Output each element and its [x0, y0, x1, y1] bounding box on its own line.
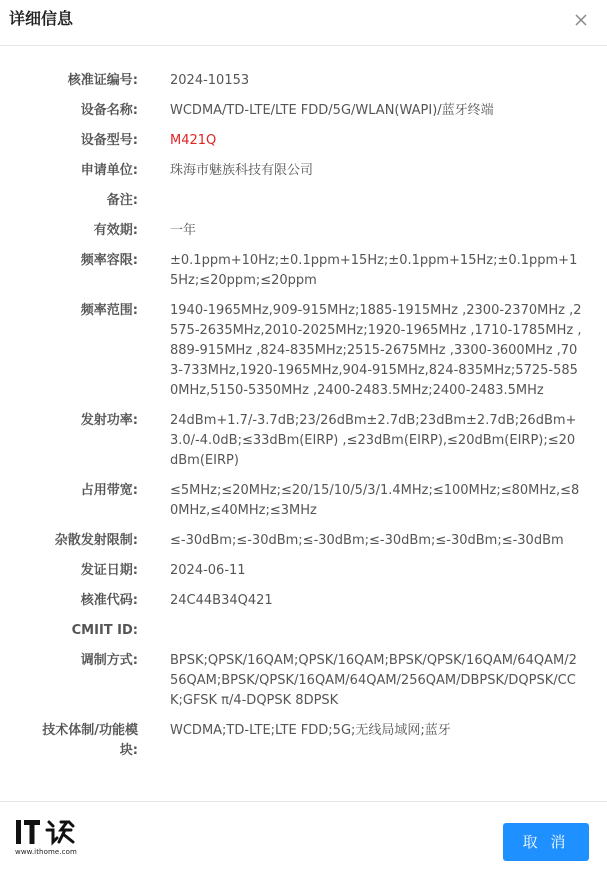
field-value: 珠海市魅族科技有限公司 — [170, 163, 314, 178]
field-row-device-name — [0, 101, 607, 121]
field-label: 核准证编号: — [67, 73, 138, 88]
field-label: 发证日期: — [80, 563, 138, 578]
field-value: WCDMA/TD-LTE/LTE FDD/5G/WLAN(WAPI)/蓝牙终端 — [170, 103, 494, 118]
field-value: ≤-30dBm;≤-30dBm;≤-30dBm;≤-30dBm;≤-30dBm;≤-30dBm — [170, 533, 564, 548]
field-label: CMIIT ID: — [71, 623, 138, 638]
field-label: 占用带宽: — [80, 483, 138, 498]
details-list — [0, 46, 607, 761]
field-value: 一年 — [170, 223, 197, 238]
field-label: 频率范围: — [80, 303, 138, 318]
field-value: 24C44B34Q421 — [170, 593, 273, 608]
field-row-validity — [0, 221, 607, 241]
field-row-applicant — [0, 161, 607, 181]
ithome-logo — [15, 818, 87, 860]
field-value: M421Q — [170, 133, 217, 148]
field-row-occupied-bandwidth — [0, 481, 607, 521]
field-row-modulation — [0, 651, 607, 711]
field-row-device-model — [0, 131, 607, 151]
field-value: ±0.1ppm+10Hz;±0.1ppm+15Hz;±0.1ppm+15Hz;±0.1ppm+15Hz;≤20ppm;≤20ppm — [170, 253, 578, 288]
cancel-button[interactable]: 取 消 — [503, 823, 589, 861]
field-label: 备注: — [106, 193, 138, 208]
field-label: 设备名称: — [80, 103, 138, 118]
field-value: WCDMA;TD-LTE;LTE FDD;5G;无线局域网;蓝牙 — [170, 723, 451, 738]
field-value: BPSK;QPSK/16QAM;QPSK/16QAM;BPSK/QPSK/16QAM/64QAM/256QAM;BPSK/QPSK/16QAM/64QAM/256QAM/DBPSK/DQPSK/CCK;GFSK π/4-DQPSK 8DPSK — [170, 653, 577, 708]
field-label: 设备型号: — [80, 133, 138, 148]
field-label: 申请单位: — [80, 163, 138, 178]
field-label: 调制方式: — [80, 653, 138, 668]
field-label: 技术体制/功能模块: — [42, 723, 138, 758]
close-icon[interactable] — [571, 10, 591, 30]
field-label: 核准代码: — [80, 593, 138, 608]
field-row-frequency-tolerance — [0, 251, 607, 291]
field-row-remarks — [0, 191, 607, 211]
field-label: 发射功率: — [80, 413, 138, 428]
dialog-header — [0, 0, 607, 46]
field-value: ≤5MHz;≤20MHz;≤20/15/10/5/3/1.4MHz;≤100MHz;≤80MHz,≤80MHz,≤40MHz;≤3MHz — [170, 483, 580, 518]
field-row-spurious-emission — [0, 531, 607, 551]
field-label: 杂散发射限制: — [54, 533, 138, 548]
field-row-cmiit-id — [0, 621, 607, 641]
field-value: 2024-06-11 — [170, 563, 246, 578]
dialog-footer — [0, 801, 607, 872]
logo-url: www.ithome.com — [15, 848, 77, 856]
field-row-frequency-range — [0, 301, 607, 401]
field-row-transmit-power — [0, 411, 607, 471]
field-row-issue-date — [0, 561, 607, 581]
field-value: 2024-10153 — [170, 73, 250, 88]
ithome-logo-mark — [15, 818, 87, 848]
dialog-title: 详细信息 — [9, 9, 74, 28]
field-value: 24dBm+1.7/-3.7dB;23/26dBm±2.7dB;23dBm±2.7dB;26dBm+3.0/-4.0dB;≤33dBm(EIRP) ,≤23dBm(EIRP),≤20dBm(EIRP);≤20dBm(EIRP) — [170, 413, 577, 468]
field-row-approval-code — [0, 591, 607, 611]
field-row-approval-number — [0, 71, 607, 91]
field-value: 1940-1965MHz,909-915MHz;1885-1915MHz ,2300-2370MHz ,2575-2635MHz,2010-2025MHz;1920-1965MHz ,1710-1785MHz ,889-915MHz ,824-835MHz;2515-2675MHz ,3300-3600MHz ,703-733MHz,1920-1965MHz,904-915MHz,824-835MHz;5725-5850MHz,5150-5350MHz ,2400-2483.5MHz;2400-2483.5MHz — [170, 303, 582, 398]
field-row-technology-module — [0, 721, 607, 761]
field-label: 频率容限: — [80, 253, 138, 268]
field-label: 有效期: — [93, 223, 138, 238]
